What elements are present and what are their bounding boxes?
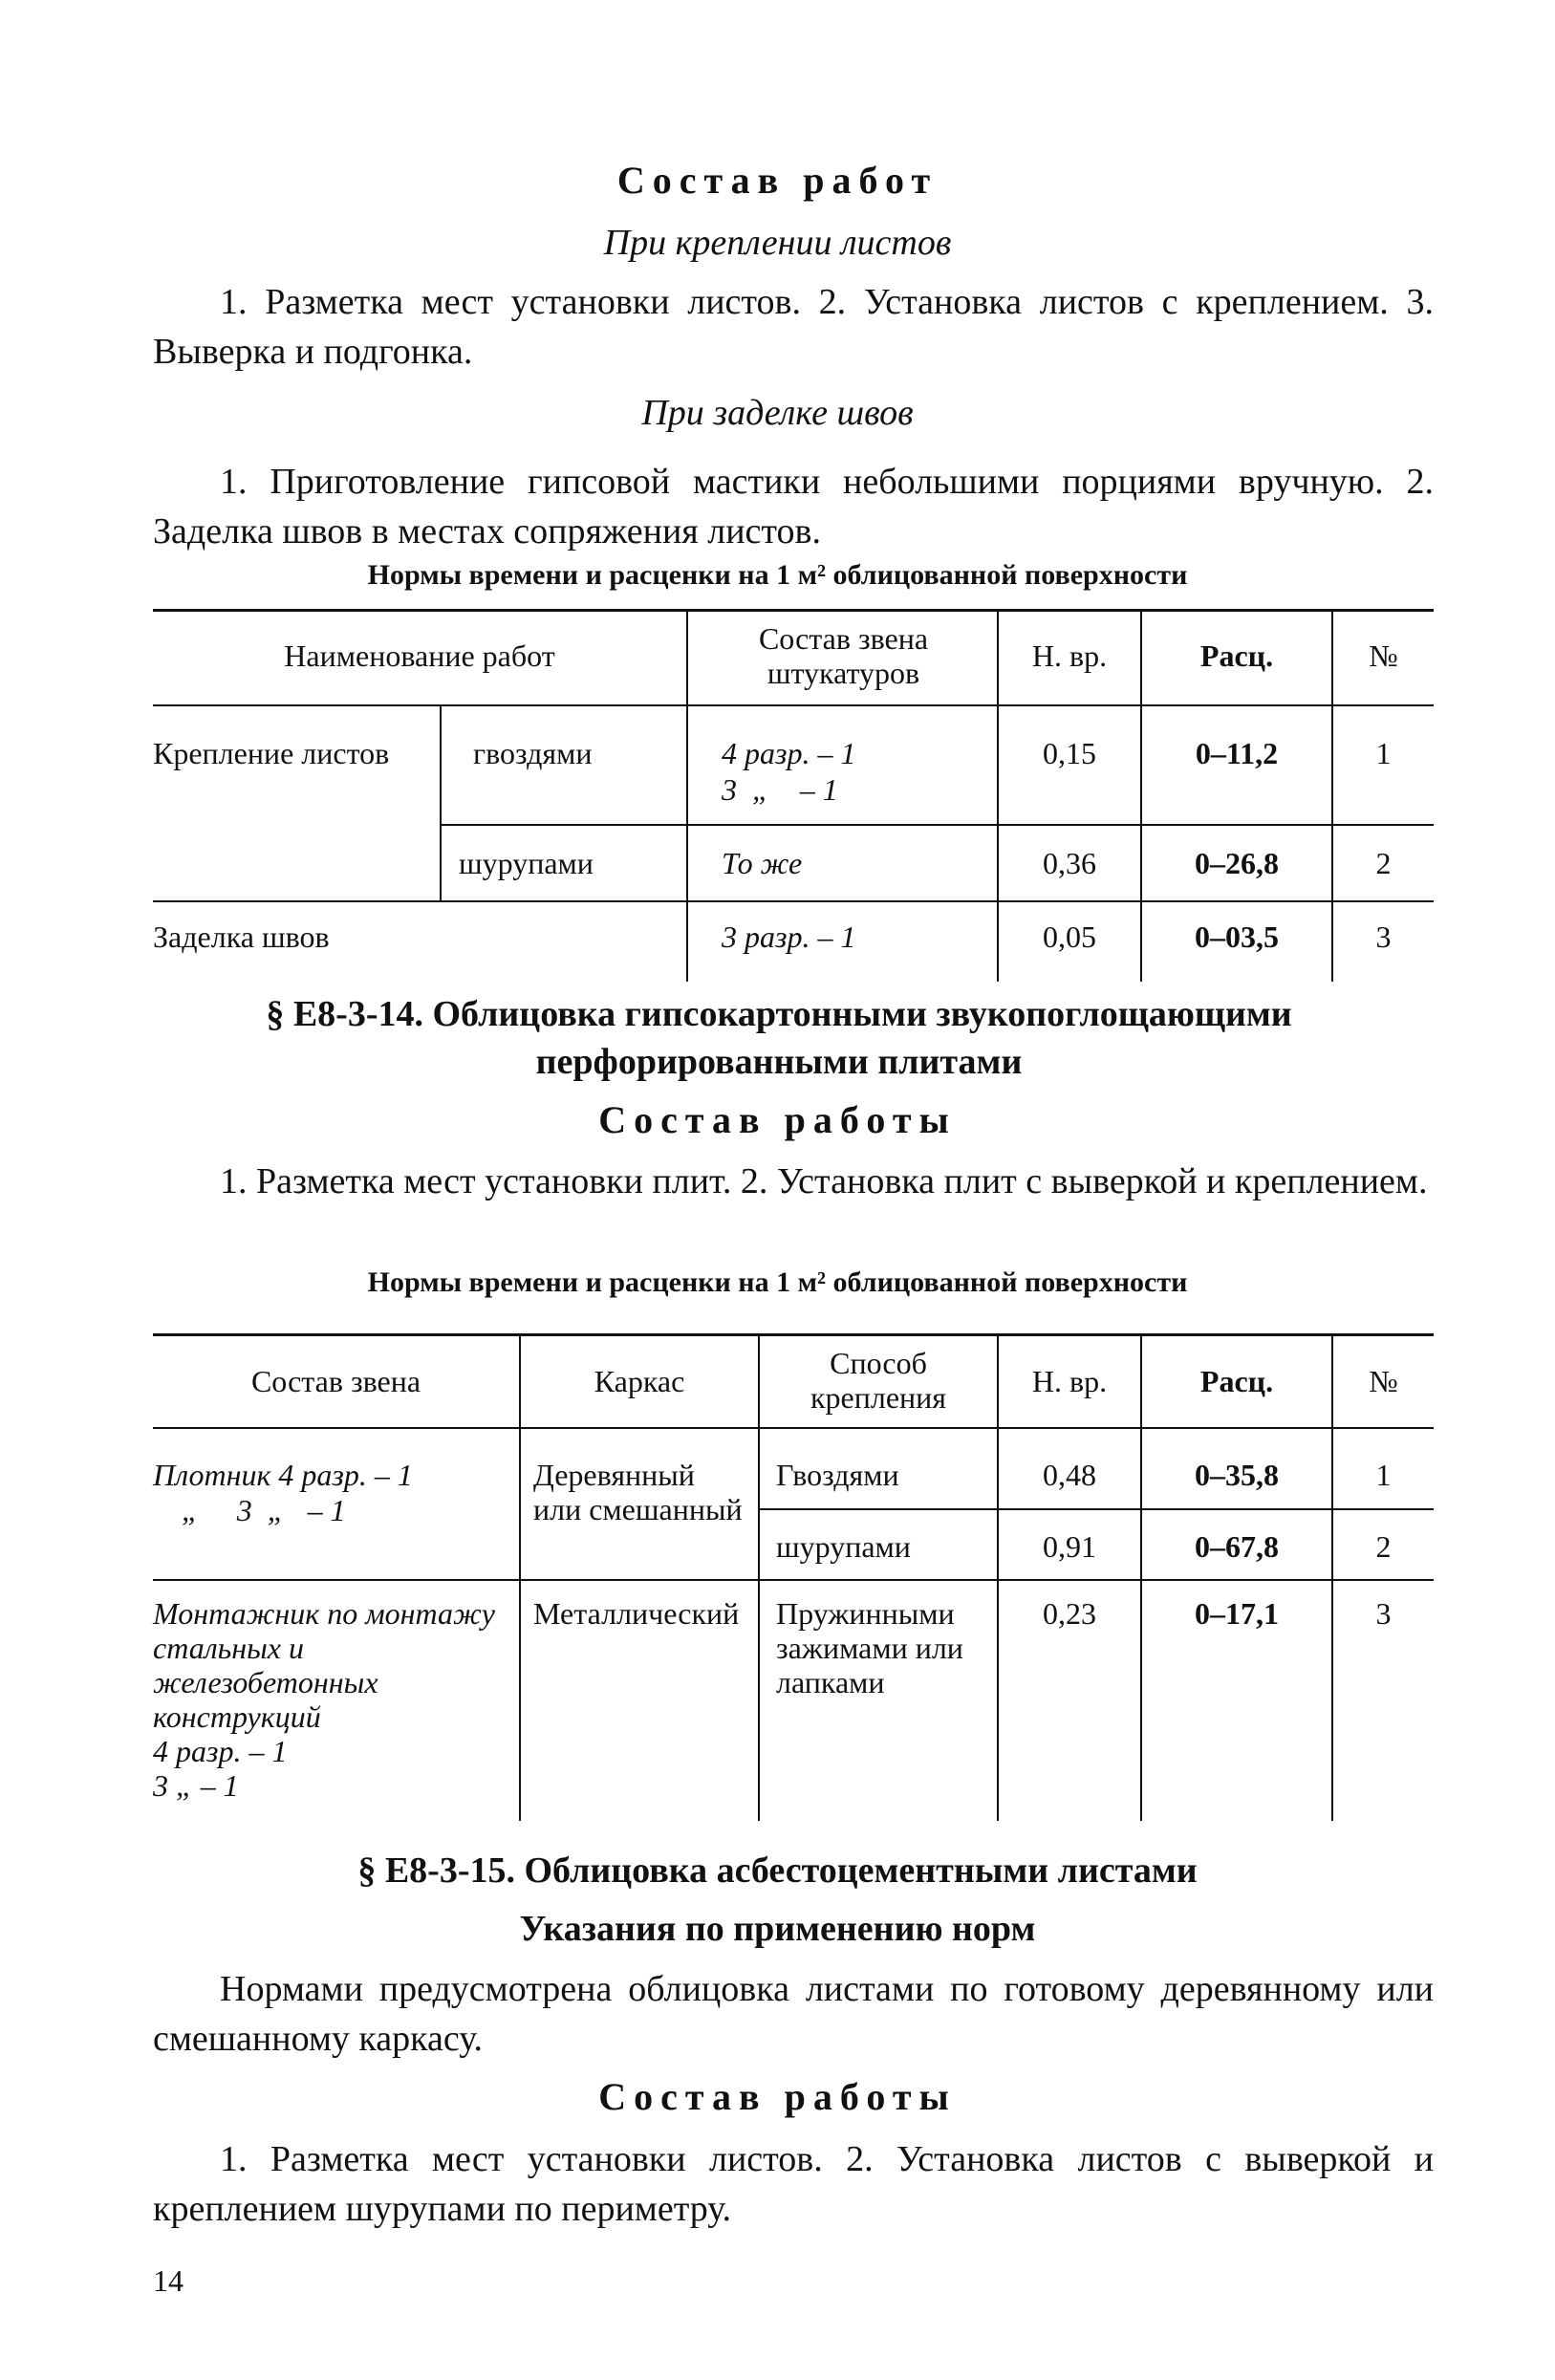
section1-subheading-joints: При заделке швов (641, 393, 914, 433)
table1-row1-crew-line1: 4 разр. – 1 (722, 736, 856, 770)
section1-table-caption: Нормы времени и расценки на 1 м² облицованной поверхности (367, 559, 1188, 591)
section3-paragraph-norms: Нормами предусмотрена облицовка листами по готовому деревянному или смешанному каркасу. (153, 1969, 1434, 2059)
section1-title: Состав работ (616, 159, 939, 202)
table2-row2-rate: 0–67,8 (1195, 1529, 1279, 1564)
section1-subheading-fastening: При креплении листов (603, 223, 952, 263)
section2-heading: § Е8-3-14. Облицовка гипсокартонными звукопоглощающими перфорированными плитами (266, 994, 1292, 1082)
table2-header-crew: Состав звена (250, 1364, 421, 1398)
table1-row3-name: Заделка швов (153, 920, 330, 954)
section2-table-caption: Нормы времени и расценки на 1 м² облицованной поверхности (367, 1266, 1188, 1298)
table2-row3-time: 0,23 (1043, 1596, 1096, 1631)
table2-row1-method: Гвоздями (776, 1458, 899, 1492)
table2-row1-crew-line1: Плотник 4 разр. – 1 (153, 1458, 413, 1492)
table1-row2-method: шурупами (459, 846, 594, 880)
table1-row2-time: 0,36 (1043, 846, 1096, 880)
section3-heading: § Е8-3-15. Облицовка асбестоцементными листами (357, 1850, 1198, 1891)
table1-row1-method: гвоздями (473, 736, 593, 770)
table2-row3-number: 3 (1375, 1596, 1392, 1631)
table2-row2-time: 0,91 (1043, 1529, 1096, 1564)
table1-row2-crew: То же (722, 846, 803, 880)
table1-row1-rate: 0–11,2 (1195, 736, 1279, 770)
table2-row3-rate: 0–17,1 (1195, 1596, 1279, 1631)
table1-row3-time: 0,05 (1043, 920, 1096, 954)
table1-group-fastening: Крепление листов (153, 736, 390, 770)
table2-row2-method: шурупами (776, 1529, 911, 1564)
table1-header-time: Н. вр. (1031, 638, 1108, 673)
table2-row1-crew-line2: „ 3 „ – 1 (182, 1493, 346, 1527)
table2-row1-time: 0,48 (1043, 1458, 1096, 1492)
page-number: 14 (153, 2263, 184, 2298)
table2-row1-rate: 0–35,8 (1195, 1458, 1279, 1492)
table1-header-number: № (1369, 638, 1398, 673)
table2-row1-number: 1 (1375, 1458, 1392, 1492)
table1-row3-rate: 0–03,5 (1195, 920, 1279, 954)
section2-title: Состав работы (598, 1098, 957, 1141)
table1-header-crew: Состав звена штукатуров (758, 621, 929, 690)
table2-header-frame: Каркас (594, 1364, 685, 1398)
table1-header-work-name: Наименование работ (284, 638, 555, 673)
table2-row3-method: Пружинными зажимами или лапками (776, 1596, 963, 1699)
section3-subheading: Указания по применению норм (519, 1909, 1036, 1949)
table2-header-rate: Расц. (1199, 1364, 1274, 1398)
section2-paragraph: 1. Разметка мест установки плит. 2. Установка плит с выверкой и креплением. (220, 1161, 1428, 1201)
table1-header-rate: Расц. (1199, 638, 1274, 673)
section3-paragraph-work: 1. Разметка мест установки листов. 2. Установка листов с выверкой и креплением шурупами по периметру. (153, 2139, 1434, 2229)
table2-header-time: Н. вр. (1031, 1364, 1108, 1398)
table2-row3-crew: Монтажник по монтажу стальных и железобетонных конструкций 4 разр. – 1 3 „ – 1 (153, 1596, 495, 1803)
table1-row1-number: 1 (1375, 736, 1392, 770)
table1-row1-time: 0,15 (1043, 736, 1096, 770)
table1-row3-crew: 3 разр. – 1 (722, 920, 856, 954)
table2-row1-frame: Деревянный или смешанный (533, 1458, 743, 1526)
table2-header-method: Способ крепления (810, 1346, 946, 1415)
table1-row1-crew-line2: 3 „ – 1 (722, 772, 838, 807)
table1-row3-number: 3 (1375, 920, 1392, 954)
table2-header-number: № (1369, 1364, 1398, 1398)
table1-row2-rate: 0–26,8 (1195, 846, 1279, 880)
table1-row2-number: 2 (1375, 846, 1392, 880)
section1-paragraph-fastening: 1. Разметка мест установки листов. 2. Установка листов с креплением. 3. Выверка и подгонка. (153, 282, 1434, 372)
section3-title: Состав работы (598, 2075, 957, 2118)
section1-paragraph-joints: 1. Приготовление гипсовой мастики небольшими порциями вручную. 2. Заделка швов в местах сопряжения листов. (153, 462, 1434, 552)
table2-row2-number: 2 (1375, 1529, 1392, 1564)
table2-row3-frame: Металлический (533, 1596, 740, 1631)
